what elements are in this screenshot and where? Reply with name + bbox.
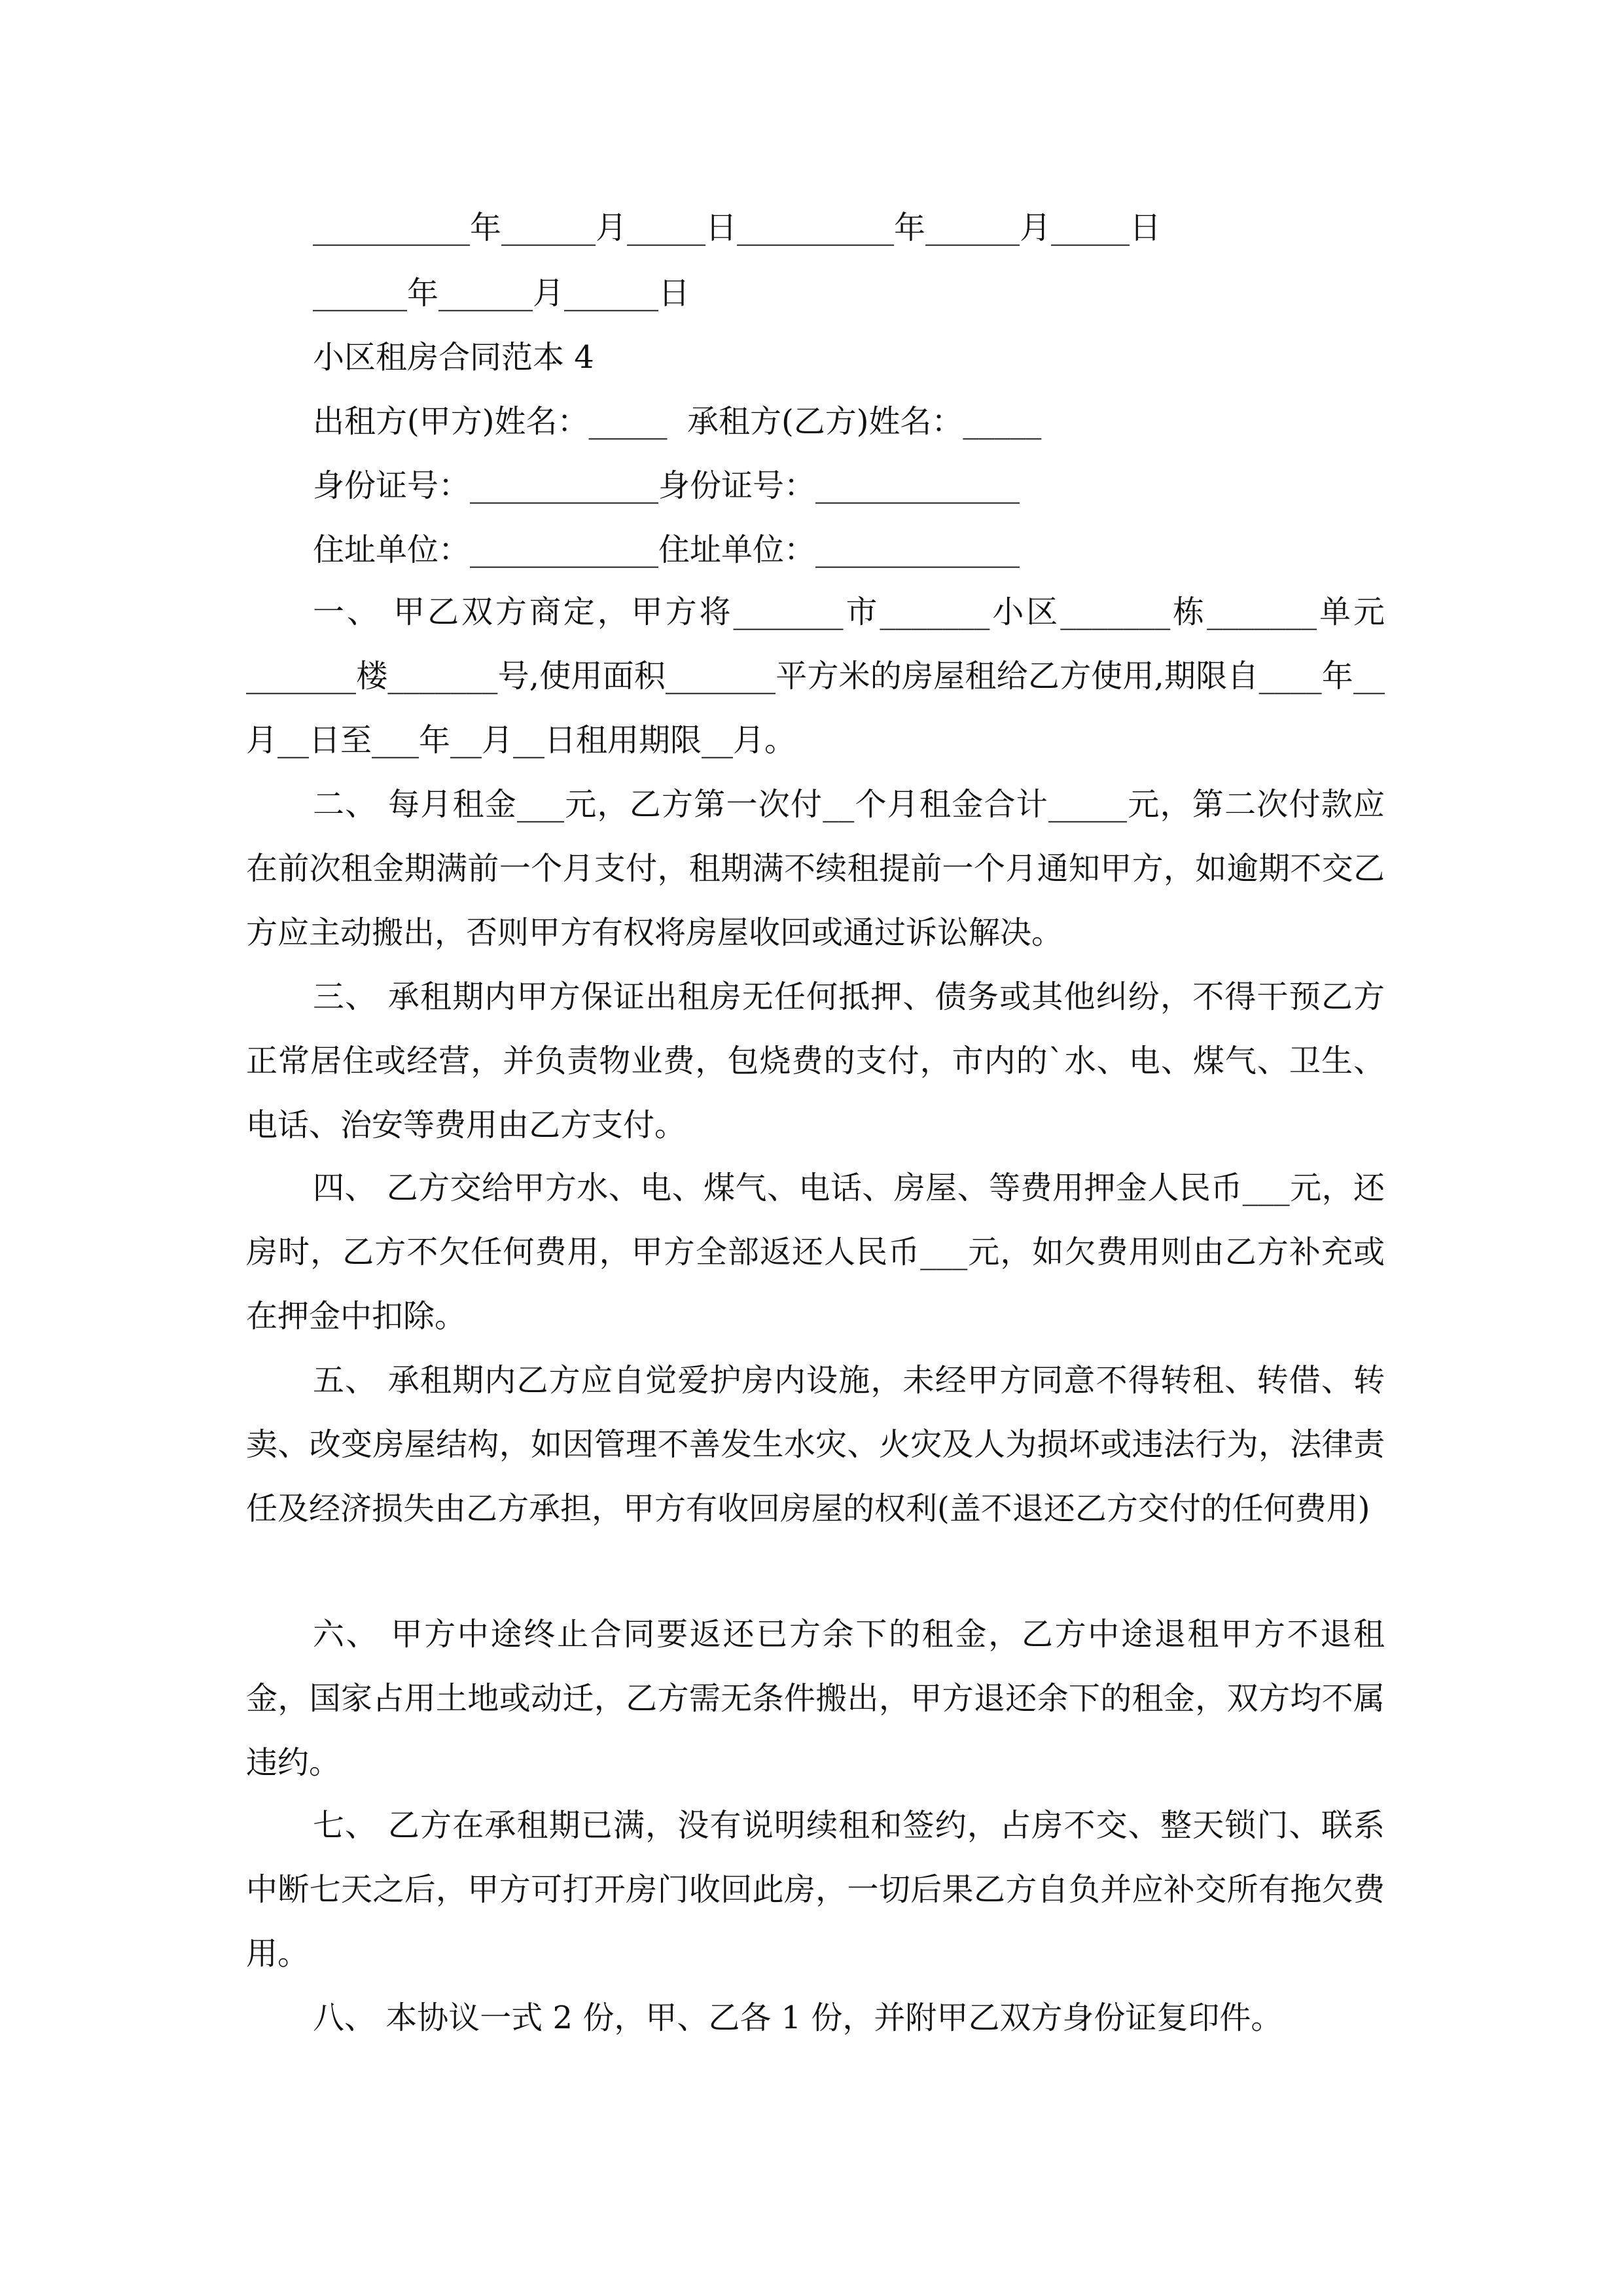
clause-8: 八、 本协议一式 2 份，甲、乙各 1 份，并附甲乙双方身份证复印件。 [313,2000,1283,2036]
id-number-line: 身份证号：____________身份证号：_____________ [313,467,1020,504]
clause-1: 一、 甲乙双方商定，甲方将_______市_______小区_______栋_______单元_______楼_______号,使用面积_______平方米的房屋租给乙方使用,期限自____年__月__日至___年__月__日租用期限__月。 [246,594,1385,759]
date-line-1: __________年______月_____日__________年______月_____日 [313,209,1162,246]
party-names-line: 出租方(甲方)姓名：_____ 承租方(乙方)姓名：_____ [313,403,1042,440]
clause-4: 四、 乙方交给甲方水、电、煤气、电话、房屋、等费用押金人民币___元，还房时，乙方不欠任何费用，甲方全部返还人民币___元，如欠费用则由乙方补充或在押金中扣除。 [246,1170,1385,1335]
clause-3: 三、 承租期内甲方保证出租房无任何抵押、债务或其他纠纷，不得干预乙方正常居住或经营，并负责物业费，包烧费的支付，市内的`水、电、煤气、卫生、电话、治安等费用由乙方支付。 [246,978,1385,1143]
address-line: 住址单位：____________住址单位：_____________ [313,531,1020,568]
clause-5: 五、 承租期内乙方应自觉爱护房内设施，未经甲方同意不得转租、转借、转卖、改变房屋结构，如因管理不善发生水灾、火灾及人为损坏或违法行为，法律责任及经济损失由乙方承担，甲方有收回房屋的权利(盖不退还乙方交付的任何费用) [246,1362,1385,1527]
date-line-2: ______年______月______日 [313,275,690,312]
clause-2: 二、 每月租金___元，乙方第一次付__个月租金合计_____元，第二次付款应在前次租金期满前一个月支付，租期满不续租提前一个月通知甲方，如逾期不交乙方应主动搬出，否则甲方有权将房屋收回或通过诉讼解决。 [246,786,1385,951]
clause-7: 七、 乙方在承租期已满，没有说明续租和签约，占房不交、整天锁门、联系中断七天之后，甲方可打开房门收回此房，一切后果乙方自负并应补交所有拖欠费用。 [246,1807,1385,1972]
document-title: 小区租房合同范本 4 [313,339,594,376]
clause-6: 六、 甲方中途终止合同要返还已方余下的租金，乙方中途退租甲方不退租金，国家占用土地或动迁，乙方需无条件搬出，甲方退还余下的租金，双方均不属违约。 [246,1616,1385,1781]
